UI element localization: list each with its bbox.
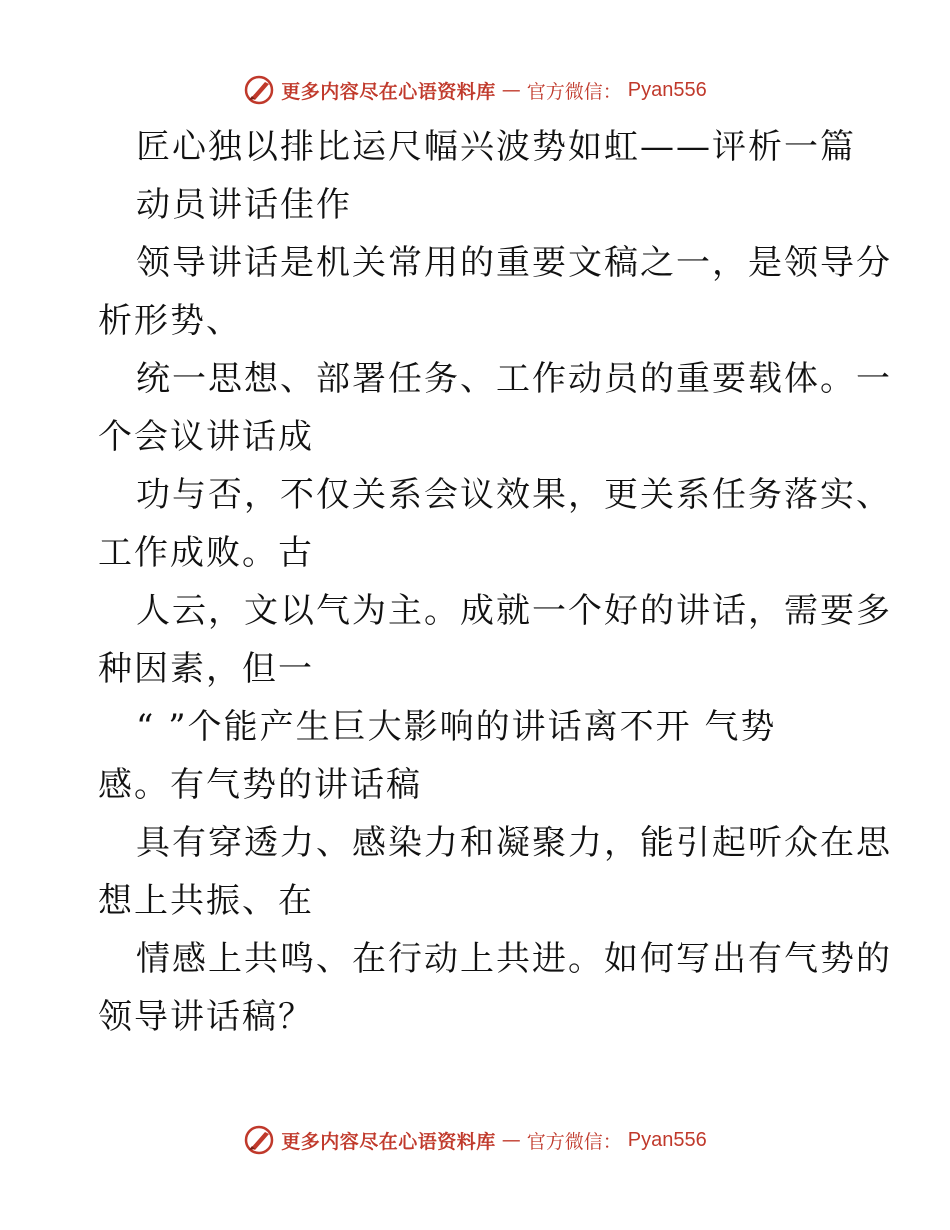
banner-main-text: 更多内容尽在心语资料库	[281, 80, 496, 103]
banner-wechat-handle: Pyan556	[627, 1128, 707, 1151]
doc-line: 人云，文以气为主。成就一个好的讲话，需要多	[136, 591, 892, 631]
doc-line: 情感上共鸣、在行动上共进。如何写出有气势的	[136, 939, 892, 979]
doc-line: 感。有气势的讲话稿	[98, 765, 422, 805]
doc-line: “ ”个能产生巨大影响的讲话离不开 气势	[136, 707, 777, 747]
doc-line: 具有穿透力、感染力和凝聚力，能引起听众在思	[136, 823, 892, 863]
banner-wechat-label: 官方微信：	[526, 80, 622, 103]
doc-line: 统一思想、部署任务、工作动员的重要载体。一	[136, 359, 892, 399]
banner-separator: —	[501, 1129, 521, 1151]
doc-line-title-1: 匠心独以排比运尺幅兴波势如虹——评析一篇	[136, 127, 856, 167]
doc-line: 想上共振、在	[98, 881, 314, 921]
pen-circle-logo-icon	[243, 74, 275, 106]
banner-separator: —	[501, 79, 521, 101]
doc-line: 个会议讲话成	[98, 417, 314, 457]
doc-line: 工作成败。古	[98, 533, 314, 573]
banner-wechat-handle: Pyan556	[627, 78, 707, 101]
doc-line: 功与否，不仅关系会议效果，更关系任务落实、	[136, 475, 892, 515]
header-banner	[0, 70, 950, 110]
doc-line: 领导讲话是机关常用的重要文稿之一，是领导分	[136, 243, 892, 283]
banner-wechat-label: 官方微信：	[526, 1130, 622, 1153]
pen-circle-logo-icon	[243, 1124, 275, 1156]
doc-line-title-2: 动员讲话佳作	[136, 185, 352, 225]
footer-banner	[0, 1120, 950, 1160]
doc-line: 领导讲话稿？	[98, 997, 314, 1037]
doc-line: 种因素，但一	[98, 649, 314, 689]
document-body	[98, 118, 892, 1046]
banner-main-text: 更多内容尽在心语资料库	[281, 1130, 496, 1153]
doc-line: 析形势、	[98, 301, 242, 341]
